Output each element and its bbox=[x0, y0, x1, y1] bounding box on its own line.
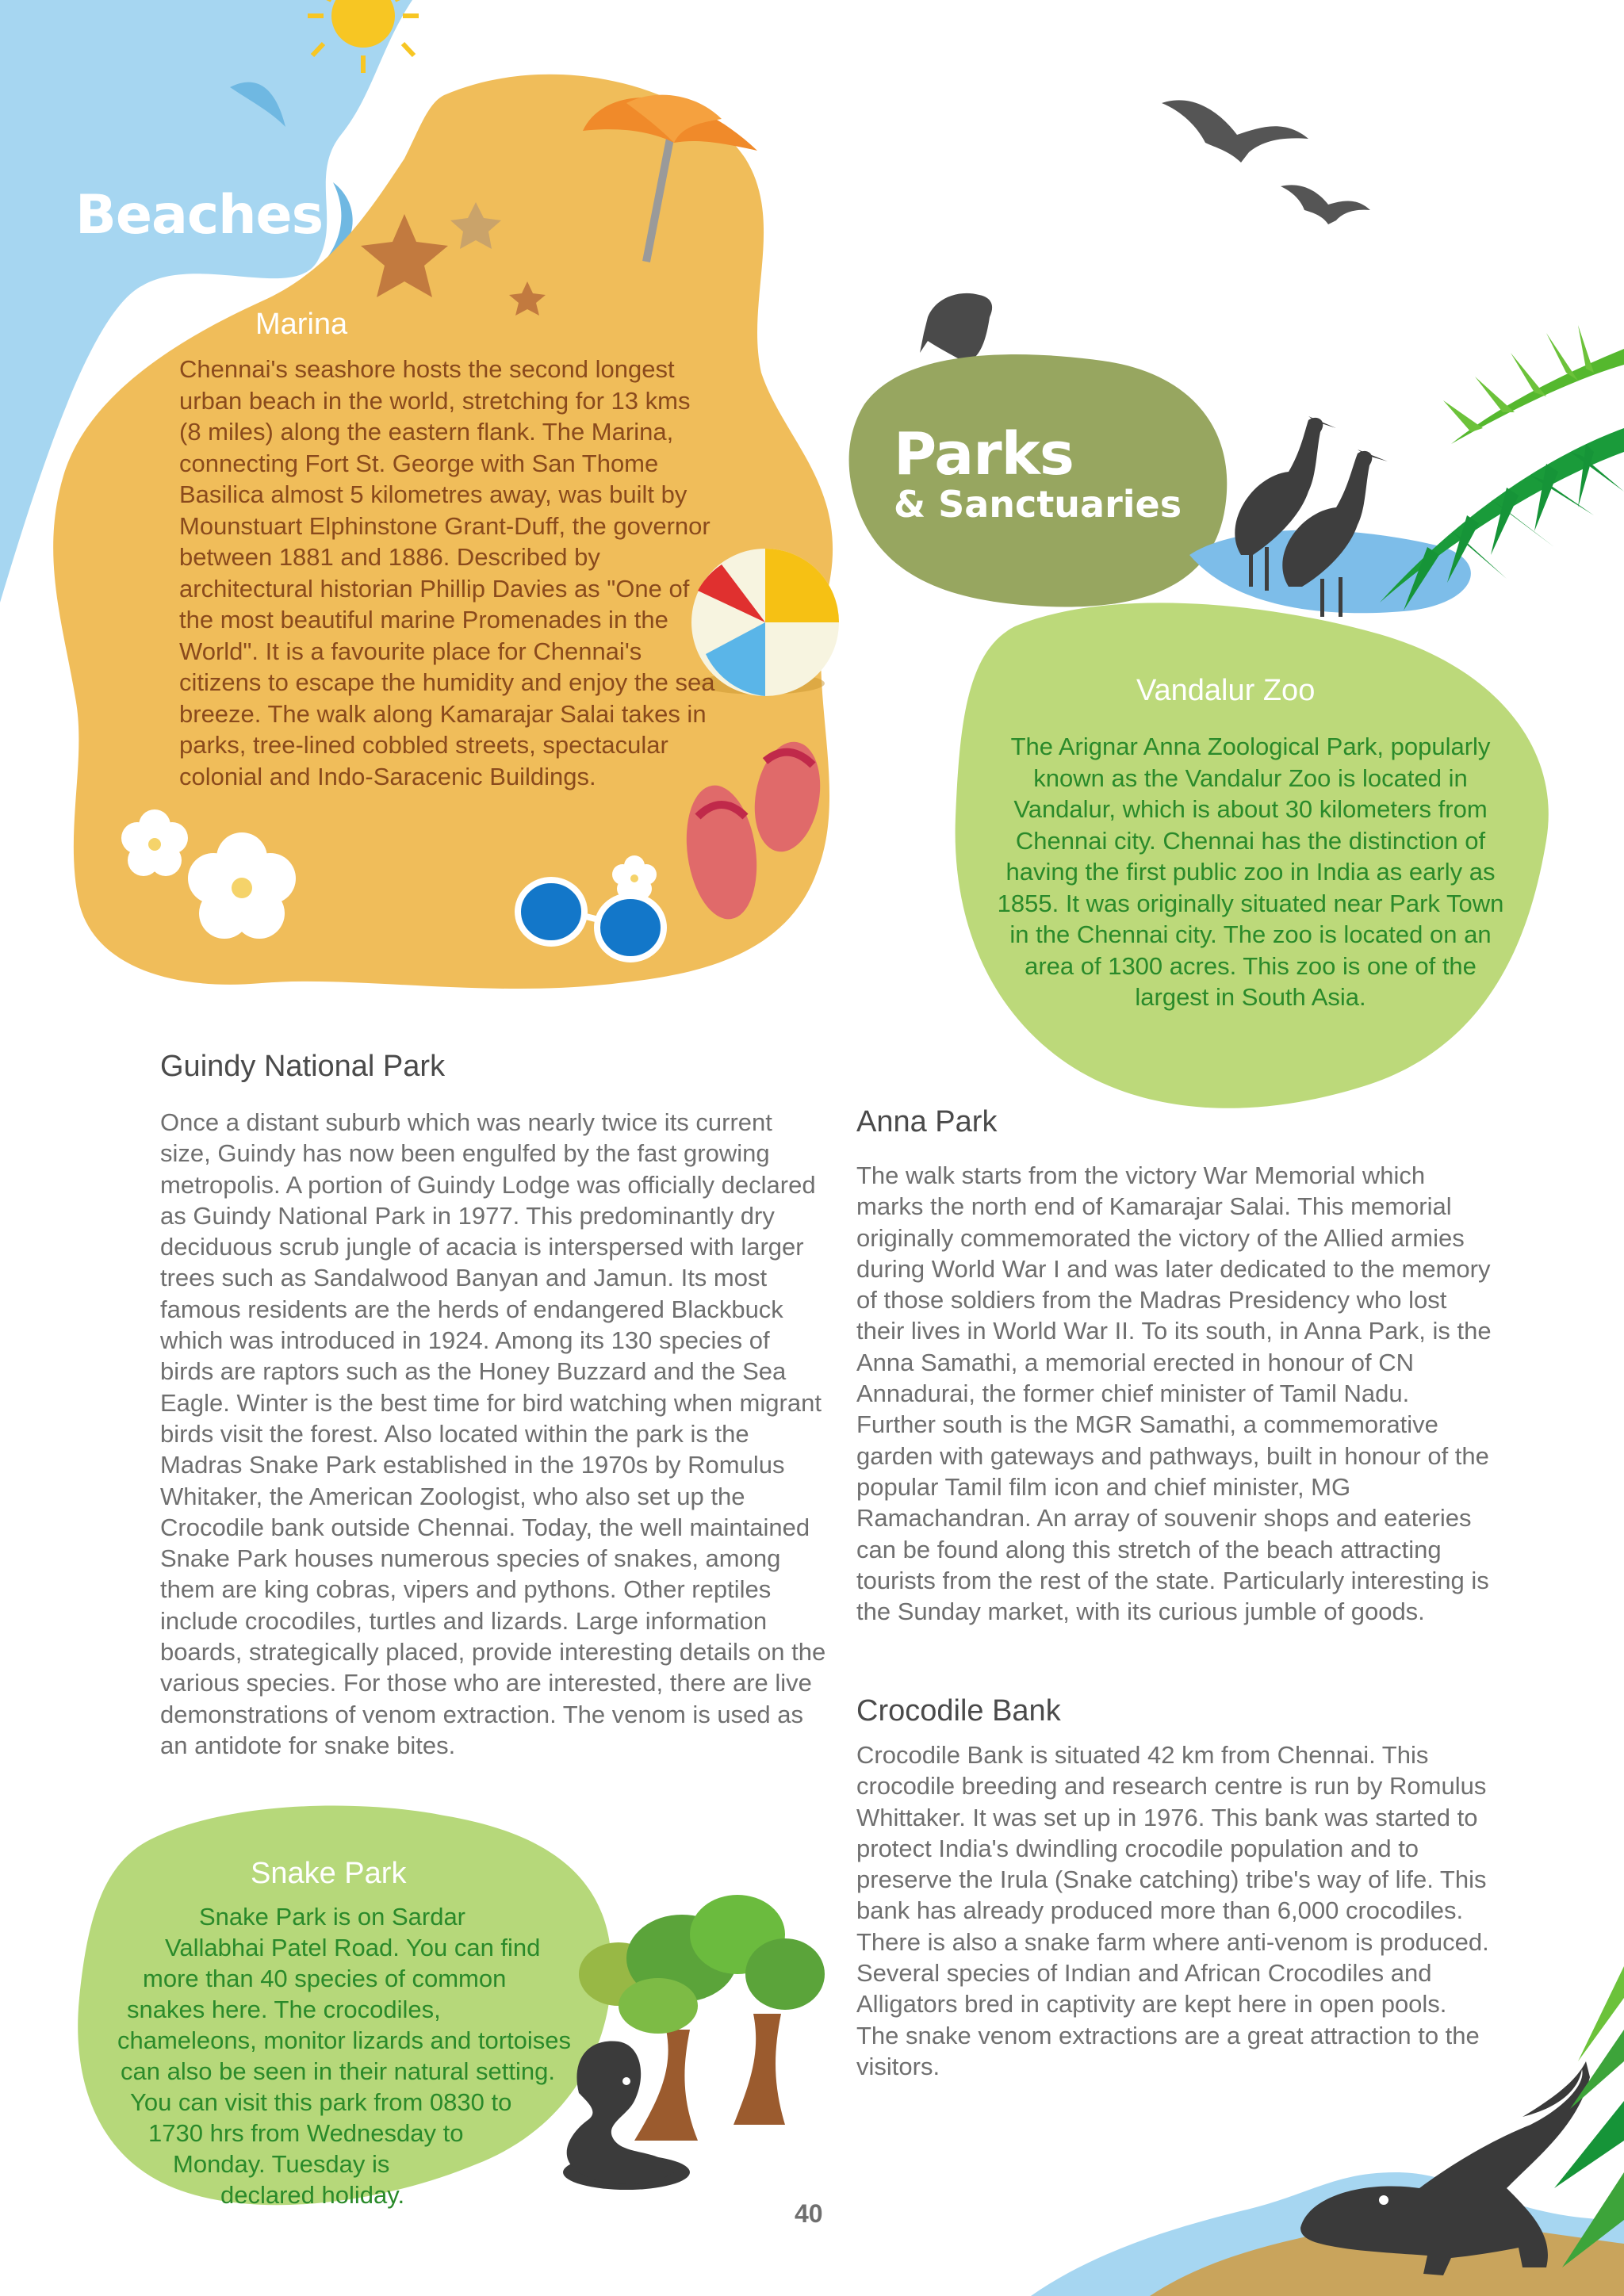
snake-park-line: can also be seen in their natural setting. bbox=[121, 2057, 556, 2085]
marina-heading: Marina bbox=[255, 308, 348, 341]
snake-park-line: snakes here. The crocodiles, bbox=[127, 1996, 441, 2023]
snake-park-heading: Snake Park bbox=[251, 1857, 407, 1890]
vandalur-text: The Arignar Anna Zoological Park, popularly known as the Vandalur Zoo is located in Vandalur, which is about 30 kilometers from Chennai city. Chennai has the distinction of having the first public zoo in India as early as 1855. It was originally situated near Park Town in the Chennai city. The zoo is located on an area of 1300 acres. This zoo is one of the largest in South Asia. bbox=[997, 733, 1504, 1011]
guindy-text: Once a distant suburb which was nearly twice its current size, Guindy has now been engulfed by the fast growing metropolis. A portion of Guindy Lodge was officially declared as Guindy National Park in 1977. This predominantly dry deciduous scrub jungle of acacia is interspersed with larger trees such as Sandalwood Banyan and Jamun. Its most famous residents are the herds of endangered Blackbuck which was introduced in 1924. Among its 130 species of birds are raptors such as the Honey Buzzard and the Sea Eagle. Winter is the best time for bird watching when migrant birds visit the forest. Also located within the park is the Madras Snake Park established in the 1970s by Romulus Whitaker, the American Zoologist, who also set up the Crocodile bank outside Chennai. Today, the well maintained Snake Park houses numerous species of snakes, among them are king cobras, vipers and pythons. Other reptiles include crocodiles, turtles and lizards. Large information boards, strategically placed, provide interesting details on the various species. For those who are interested, there are live demonstrations of venom extraction. The venom is used as an antidote for snake bites. bbox=[160, 1108, 826, 1759]
beaches-title: Beaches bbox=[75, 184, 324, 247]
snake-park-line: more than 40 species of common bbox=[143, 1965, 507, 1992]
perched-bird-icon bbox=[920, 293, 992, 366]
crocodile-bank-heading: Crocodile Bank bbox=[856, 1694, 1061, 1728]
snake-park-line: 1730 hrs from Wednesday to bbox=[148, 2119, 464, 2147]
flying-birds-icon bbox=[1162, 100, 1370, 224]
snake-park-line: declared holiday. bbox=[220, 2181, 405, 2209]
snake-park-line: Snake Park is on Sardar bbox=[199, 1903, 466, 1931]
vandalur-heading: Vandalur Zoo bbox=[1136, 674, 1316, 707]
crocodile-bank-text: Crocodile Bank is situated 42 km from Chennai. This crocodile breeding and research centre is run by Romulus Whittaker. It was set up in 1976. This bank was started to protect India's dwindling crocodile population and to preserve the Irula (Snake catching) tribe's way of life. This bank has already produced more than 6,000 crocodiles. There is also a snake farm where anti-venom is produced. Several species of Indian and African Crocodiles and Alligators bred in captivity are kept here in open pools. The snake venom extractions are a great attraction to the visitors. bbox=[856, 1741, 1489, 2080]
marina-text: Chennai's seashore hosts the second longest urban beach in the world, stretching for 13 kms (8 miles) along the eastern flank. The Marina, connecting Fort St. George with San Thome Basilica almost 5 kilometres away, was built by Mounstuart Elphinstone Grant-Duff, the governor between 1881 and 1886. Described by architectural historian Phillip Davies as "One of the most beautiful marine Promenades in the World". It is a favourite place for Chennai's citizens to escape the humidity and enjoy the sea breeze. The walk along Kamarajar Salai takes in parks, tree-lined cobbled streets, spectacular colonial and Indo-Saracenic Buildings. bbox=[179, 355, 715, 790]
snake-park-line: Vallabhai Patel Road. You can find bbox=[165, 1934, 541, 1961]
page-number: 40 bbox=[795, 2199, 823, 2228]
guindy-heading: Guindy National Park bbox=[160, 1050, 446, 1083]
snake-park-line: You can visit this park from 0830 to bbox=[130, 2088, 512, 2116]
snake-park-line: Monday. Tuesday is bbox=[173, 2150, 390, 2178]
snake-park-line: chameleons, monitor lizards and tortoises bbox=[117, 2026, 572, 2054]
anna-park-text: The walk starts from the victory War Memorial which marks the north end of Kamarajar Salai. This memorial originally commemorated the victory of the Allied armies during World War I and was later dedicated to the memory of those soldiers from the Madras Presidency who lost their lives in World War II. To its south, in Anna Park, is the Anna Samathi, a memorial erected in honour of CN Annadurai, the former chief minister of Tamil Nadu. Further south is the MGR Samathi, a commemorative garden with gateways and pathways, built in honour of the popular Tamil film icon and chief minister, MG Ramachandran. An array of souvenir shops and eateries can be found along this stretch of the beach attracting tourists from the rest of the state. Particularly interesting is the Sunday market, with its curious jumble of goods. bbox=[856, 1161, 1492, 1626]
sanctuaries-title: & Sanctuaries bbox=[894, 483, 1182, 526]
parks-title: Parks bbox=[894, 420, 1074, 488]
anna-park-heading: Anna Park bbox=[856, 1105, 998, 1138]
palm-leaves-icon bbox=[1380, 325, 1624, 610]
